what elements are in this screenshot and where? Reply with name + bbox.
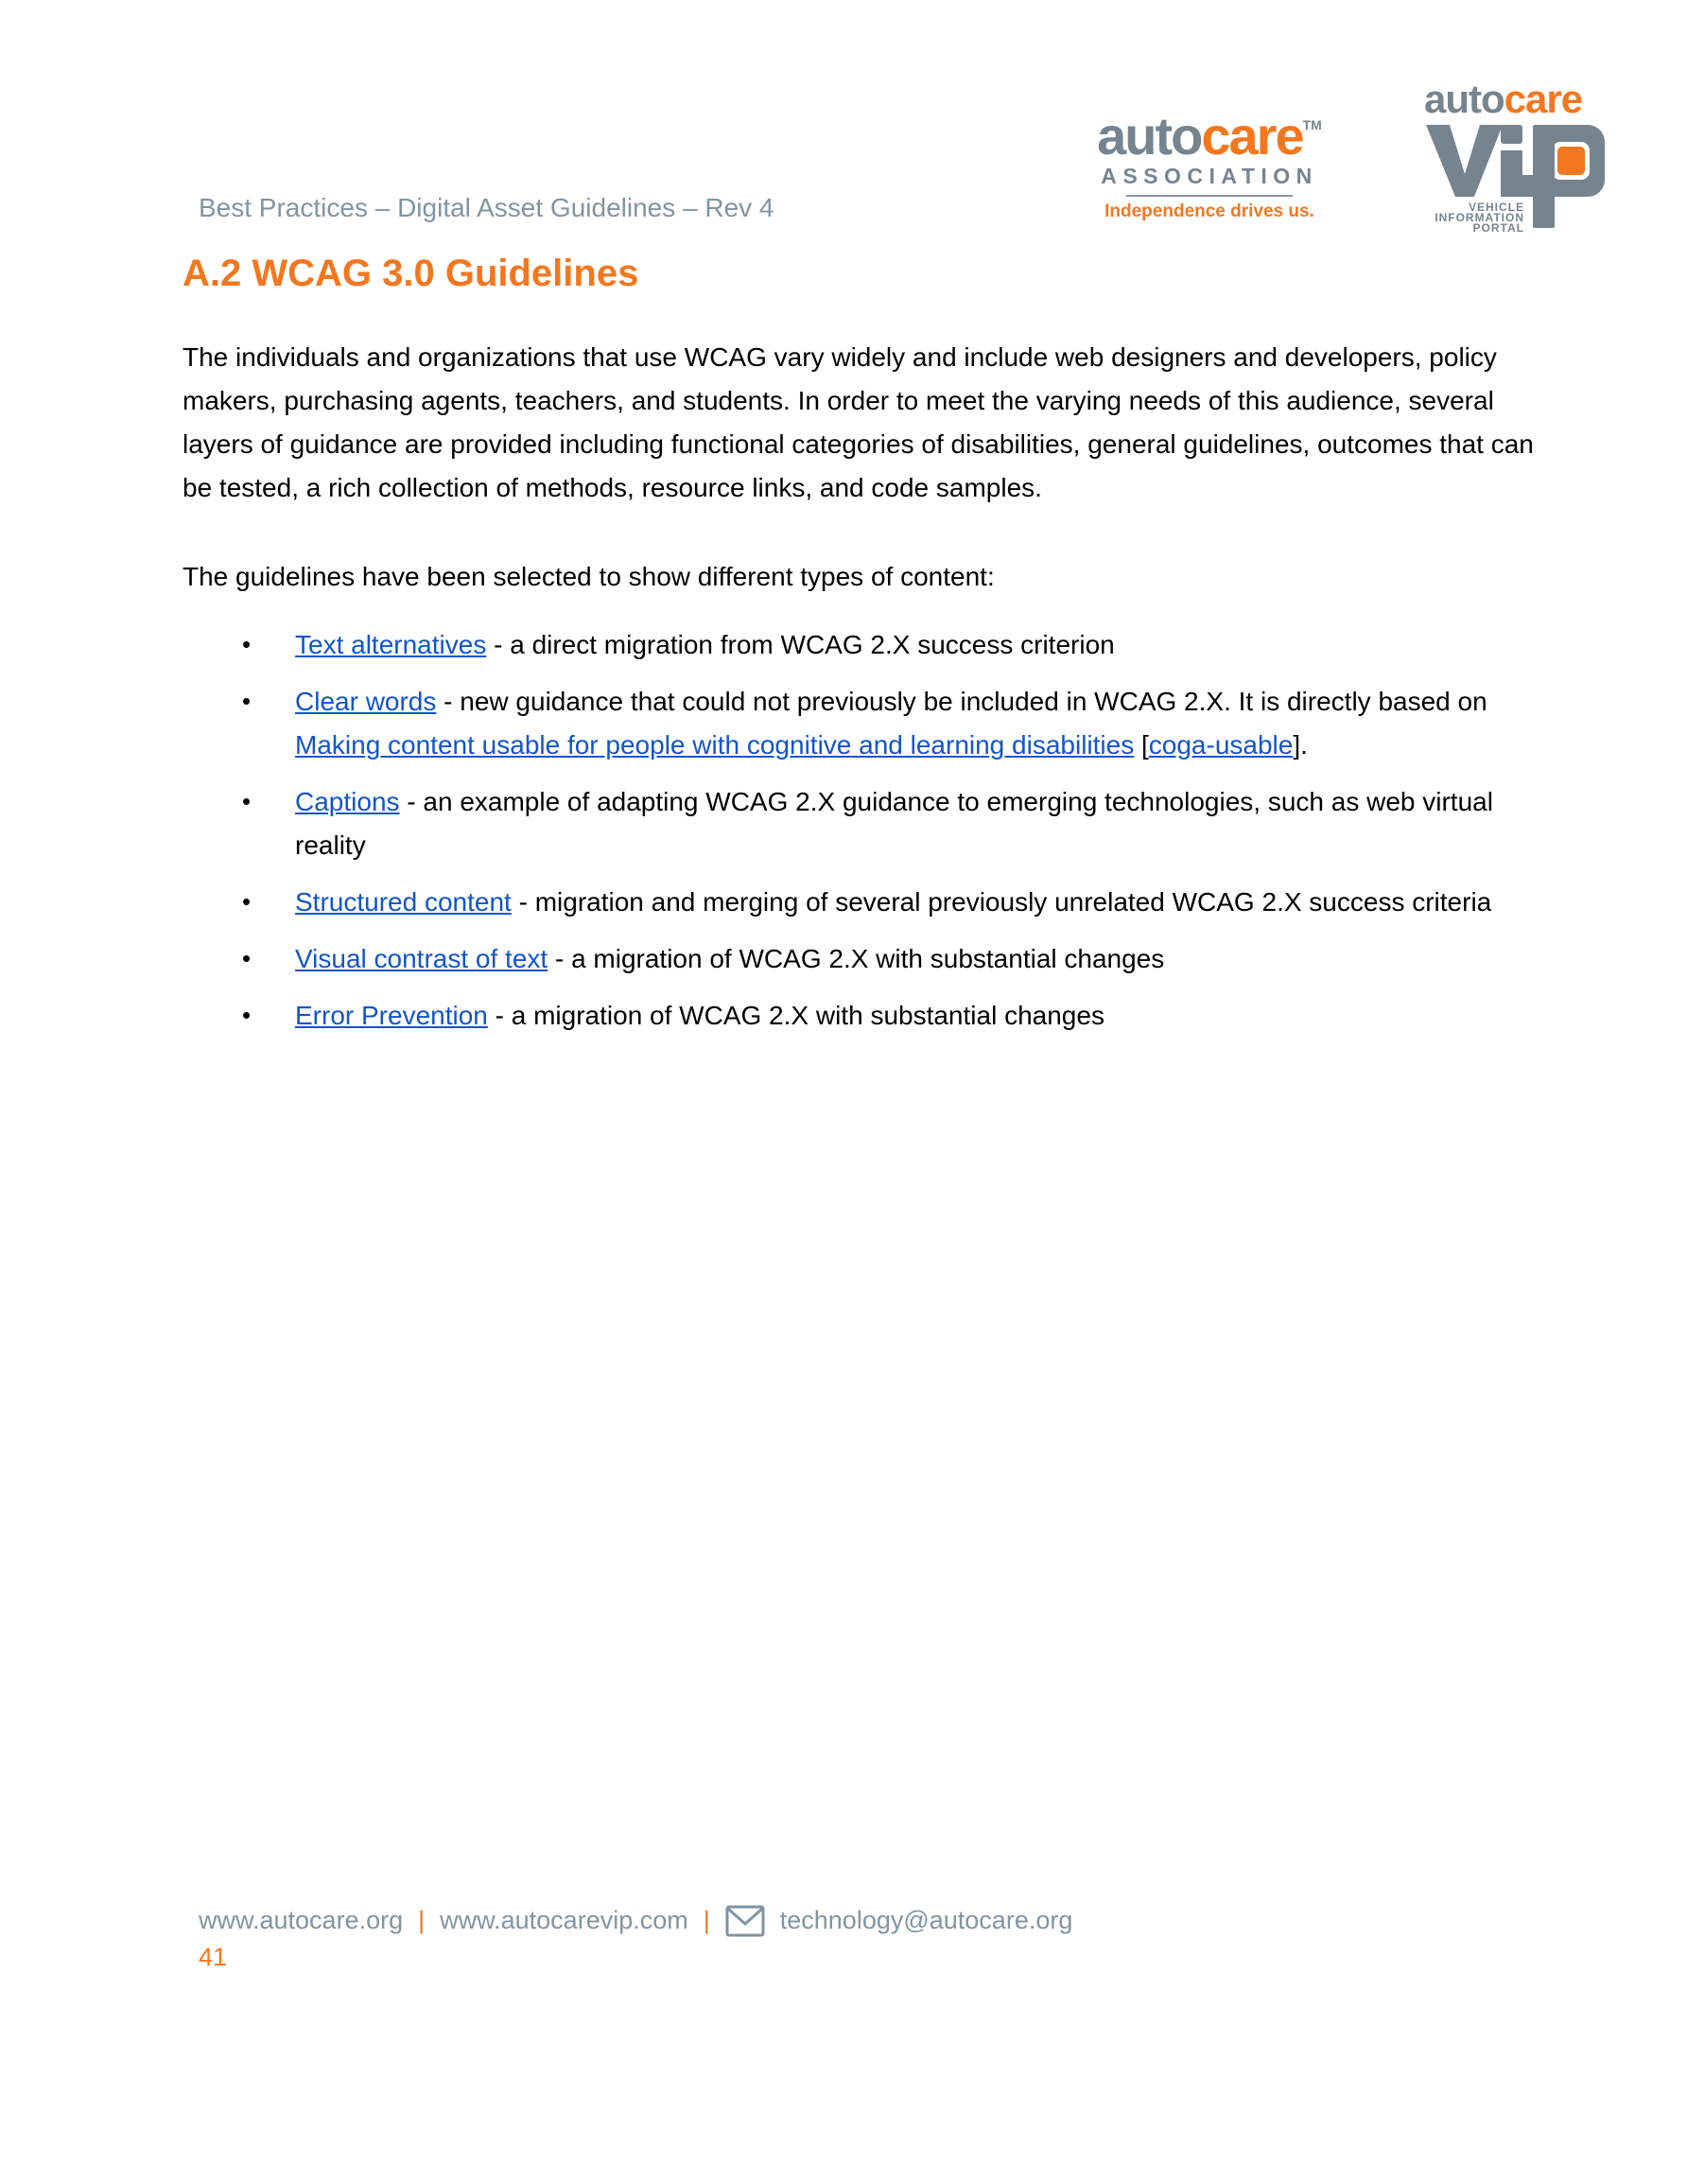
footer-links-row [199, 1903, 1072, 1937]
list-intro-paragraph: The guidelines have been selected to show different types of content: [183, 562, 995, 591]
trademark-symbol: TM [1302, 117, 1322, 132]
bullet-description: - an example of adapting WCAG 2.X guidance to emerging technologies, such as web virtual reality [295, 787, 1493, 860]
list-item [183, 994, 1553, 1038]
page-footer [199, 1903, 1072, 1971]
section-title: A.2 WCAG 3.0 Guidelines [183, 253, 639, 294]
bullet-description: - a direct migration from WCAG 2.X success criterion [486, 630, 1115, 659]
link-coga-usable[interactable]: coga-usable [1148, 730, 1294, 760]
autocare-wordmark [1081, 100, 1338, 166]
bullet-dot: • [242, 1001, 252, 1029]
bullet-description: - a migration of WCAG 2.X with substantial changes [487, 1001, 1104, 1030]
wordmark-auto: auto [1424, 77, 1504, 121]
vip-caption-line: PORTAL [1472, 221, 1524, 235]
bullet-dot: • [242, 887, 252, 916]
association-tagline: Independence drives us. [1104, 201, 1314, 221]
vip-caption [1409, 202, 1524, 234]
autocare-vip-logo [1409, 79, 1612, 258]
wordmark-care: care [1504, 77, 1583, 121]
footer-separator: | [418, 1906, 426, 1934]
footer-link-autocarevip[interactable]: www.autocarevip.com [440, 1906, 688, 1934]
bullet-description: - a migration of WCAG 2.X with substantial changes [548, 944, 1165, 973]
link-text-alternatives[interactable]: Text alternatives [295, 630, 487, 659]
bullet-description: - migration and merging of several previously unrelated WCAG 2.X success criteria [511, 887, 1492, 917]
main-content [183, 251, 1551, 1038]
bullet-description: [ [1134, 730, 1149, 760]
intro-paragraph: The individuals and organizations that use WCAG vary widely and include web designers and developers, policy makers, purchasing agents, teachers, and students. In order to meet the varying needs of this audience, several layers of guidance are provided including functional categories of disabilities, general guidelines, outcomes that can be tested, a rich collection of methods, resource links, and code samples. [183, 342, 1534, 502]
link-visual-contrast-of-text[interactable]: Visual contrast of text [295, 944, 548, 973]
vip-caption-line: INFORMATION [1435, 211, 1524, 224]
list-item [183, 623, 1553, 667]
footer-link-autocare[interactable]: www.autocare.org [199, 1906, 404, 1934]
bullet-dot: • [242, 630, 252, 658]
autocare-association-logo [1081, 100, 1338, 222]
bullet-description: ]. [1293, 730, 1308, 760]
association-label: ASSOCIATION [1101, 164, 1318, 188]
bullet-dot: • [242, 687, 252, 715]
link-error-prevention[interactable]: Error Prevention [295, 1001, 488, 1030]
vip-caption-line: VEHICLE [1468, 201, 1524, 214]
footer-separator: | [703, 1906, 710, 1934]
link-captions[interactable]: Captions [295, 787, 400, 816]
wordmark-auto: auto [1097, 106, 1202, 166]
list-item [183, 881, 1553, 924]
guidelines-list [183, 623, 1551, 1038]
page-number: 41 [199, 1943, 228, 1971]
list-item [183, 680, 1553, 767]
list-item [183, 937, 1553, 981]
link-structured-content[interactable]: Structured content [295, 887, 512, 917]
envelope-icon [725, 1905, 765, 1937]
list-item [183, 780, 1553, 867]
bullet-description: - new guidance that could not previously be included in WCAG 2.X. It is directly based on [436, 687, 1487, 716]
wordmark-care: care [1201, 106, 1303, 166]
page-header: Best Practices – Digital Asset Guidelines – Rev 4 [199, 193, 774, 222]
footer-email-link[interactable]: technology@autocare.org [779, 1906, 1073, 1934]
link-making-content-usable[interactable]: Making content usable for people with cognitive and learning disabilities [295, 730, 1135, 760]
logo-divider [1126, 195, 1293, 197]
bullet-dot: • [242, 944, 252, 972]
bullet-dot: • [242, 787, 252, 815]
vip-wordmark [1424, 79, 1612, 120]
link-clear-words[interactable]: Clear words [295, 687, 437, 716]
